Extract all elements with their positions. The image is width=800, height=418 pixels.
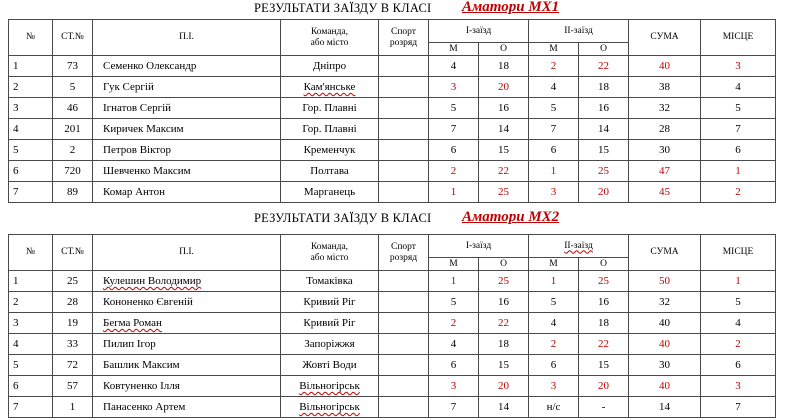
row-start-number: 72 [53, 355, 93, 376]
row-m2: 2 [529, 334, 579, 355]
row-sum: 40 [629, 313, 701, 334]
row-no: 5 [9, 355, 53, 376]
row-o2: 22 [579, 56, 629, 77]
row-name: Комар Антон [93, 182, 281, 203]
row-place: 7 [701, 119, 776, 140]
row-name: Петров Віктор [93, 140, 281, 161]
results-heading: РЕЗУЛЬТАТИ ЗАЇЗДУ В КЛАСІ [254, 1, 432, 15]
row-no: 3 [9, 313, 53, 334]
row-start-number: 57 [53, 376, 93, 397]
row-place: 1 [701, 161, 776, 182]
row-sport-rank [379, 292, 429, 313]
row-m1: 3 [429, 376, 479, 397]
row-place: 1 [701, 271, 776, 292]
header-race-1: І-заїзд [429, 235, 529, 258]
header-name: П.І. [93, 235, 281, 271]
row-o2: 25 [579, 161, 629, 182]
results-heading: РЕЗУЛЬТАТИ ЗАЇЗДУ В КЛАСІ [254, 211, 432, 225]
row-m2: 2 [529, 56, 579, 77]
header-o1: О [479, 43, 529, 56]
row-start-number: 46 [53, 98, 93, 119]
row-place: 5 [701, 292, 776, 313]
row-sum: 30 [629, 355, 701, 376]
row-m1: 1 [429, 271, 479, 292]
row-team: Жовті Води [281, 355, 379, 376]
row-m2: 6 [529, 140, 579, 161]
row-name-text: Кулешин Володимир [103, 275, 202, 287]
row-place: 2 [701, 334, 776, 355]
row-o2: 25 [579, 271, 629, 292]
row-name: Башлик Максим [93, 355, 281, 376]
row-sum: 40 [629, 334, 701, 355]
row-no: 4 [9, 334, 53, 355]
row-team: Марганець [281, 182, 379, 203]
row-sport-rank [379, 355, 429, 376]
row-sport-rank [379, 56, 429, 77]
row-o2: 20 [579, 182, 629, 203]
row-start-number: 2 [53, 140, 93, 161]
row-start-number: 19 [53, 313, 93, 334]
header-race-2-text: ІІ-заїзд [564, 240, 593, 251]
row-o2: - [579, 397, 629, 418]
table-row [9, 313, 776, 334]
row-name: Кононенко Євгеній [93, 292, 281, 313]
row-sport-rank [379, 119, 429, 140]
row-name-text: Бегма Роман [103, 317, 162, 329]
header-race-2 [529, 235, 629, 258]
row-place: 6 [701, 355, 776, 376]
row-place: 5 [701, 98, 776, 119]
row-o2: 18 [579, 77, 629, 98]
row-name [93, 271, 281, 292]
header-name: П.І. [93, 20, 281, 56]
row-no: 7 [9, 397, 53, 418]
row-o1: 14 [479, 119, 529, 140]
row-m2: 4 [529, 313, 579, 334]
row-m2: 1 [529, 161, 579, 182]
table-row [9, 182, 776, 203]
row-sum: 30 [629, 140, 701, 161]
row-m1: 2 [429, 161, 479, 182]
row-name [93, 313, 281, 334]
row-m2: 1 [529, 271, 579, 292]
row-no: 1 [9, 271, 53, 292]
row-team-text: Вільногірськ [299, 401, 360, 413]
row-team: Дніпро [281, 56, 379, 77]
row-sport-rank [379, 397, 429, 418]
row-team: Кременчук [281, 140, 379, 161]
row-team: Запоріжжя [281, 334, 379, 355]
row-o2: 18 [579, 313, 629, 334]
row-o1: 22 [479, 313, 529, 334]
header-o2: О [579, 258, 629, 271]
row-name: Пилип Ігор [93, 334, 281, 355]
header-no: № [9, 235, 53, 271]
row-team [281, 397, 379, 418]
row-place: 6 [701, 140, 776, 161]
header-sport-rank: Спорт розряд [379, 20, 429, 56]
row-o2: 22 [579, 334, 629, 355]
results-title-1 [0, 1, 800, 17]
header-start-number: СТ.№ [53, 235, 93, 271]
table-row [9, 161, 776, 182]
results-table-mx1 [8, 19, 776, 203]
table-row [9, 140, 776, 161]
row-no: 7 [9, 182, 53, 203]
row-sport-rank [379, 140, 429, 161]
row-o2: 14 [579, 119, 629, 140]
header-race-2: ІІ-заїзд [529, 20, 629, 43]
header-team: Команда, або місто [281, 235, 379, 271]
row-m1: 1 [429, 182, 479, 203]
row-team: Кривий Ріг [281, 313, 379, 334]
row-o2: 16 [579, 292, 629, 313]
header-m2: М [529, 43, 579, 56]
header-no: № [9, 20, 53, 56]
header-place: МІСЦЕ [701, 235, 776, 271]
row-place: 4 [701, 77, 776, 98]
row-sum: 38 [629, 77, 701, 98]
row-o2: 20 [579, 376, 629, 397]
row-team [281, 376, 379, 397]
header-m1: М [429, 258, 479, 271]
header-start-number: СТ.№ [53, 20, 93, 56]
row-o2: 15 [579, 140, 629, 161]
row-name: Шевченко Максим [93, 161, 281, 182]
header-team: Команда, або місто [281, 20, 379, 56]
row-sport-rank [379, 334, 429, 355]
row-m1: 7 [429, 119, 479, 140]
row-m1: 4 [429, 334, 479, 355]
class-name: Аматори МХ1 [462, 0, 560, 15]
row-name: Гук Сергій [93, 77, 281, 98]
row-m1: 3 [429, 77, 479, 98]
header-m2: М [529, 258, 579, 271]
row-no: 3 [9, 98, 53, 119]
row-sum: 14 [629, 397, 701, 418]
header-place: МІСЦЕ [701, 20, 776, 56]
row-team: Гор. Плавні [281, 98, 379, 119]
row-name: Ігнатов Сергій [93, 98, 281, 119]
header-o2: О [579, 43, 629, 56]
row-sum: 40 [629, 376, 701, 397]
row-team: Полтава [281, 161, 379, 182]
row-start-number: 89 [53, 182, 93, 203]
header-sport-rank: Спорт розряд [379, 235, 429, 271]
row-o1: 14 [479, 397, 529, 418]
row-sport-rank [379, 182, 429, 203]
row-sum: 45 [629, 182, 701, 203]
row-sport-rank [379, 77, 429, 98]
header-race-1: І-заїзд [429, 20, 529, 43]
row-no: 2 [9, 292, 53, 313]
row-o1: 18 [479, 334, 529, 355]
header-m1: М [429, 43, 479, 56]
class-name: Аматори МХ2 [462, 209, 560, 225]
table-row [9, 292, 776, 313]
row-sport-rank [379, 313, 429, 334]
table-row [9, 77, 776, 98]
row-name: Панасенко Артем [93, 397, 281, 418]
row-team-text: Кам'янське [303, 81, 356, 93]
row-o1: 18 [479, 56, 529, 77]
row-place: 4 [701, 313, 776, 334]
row-start-number: 1 [53, 397, 93, 418]
row-start-number: 5 [53, 77, 93, 98]
row-m1: 5 [429, 98, 479, 119]
row-place: 7 [701, 397, 776, 418]
row-m2: 3 [529, 182, 579, 203]
results-title-2 [0, 211, 800, 227]
row-o1: 25 [479, 271, 529, 292]
row-o1: 20 [479, 77, 529, 98]
row-o1: 15 [479, 140, 529, 161]
row-start-number: 73 [53, 56, 93, 77]
table-row [9, 119, 776, 140]
row-team: Кривий Ріг [281, 292, 379, 313]
row-sum: 32 [629, 98, 701, 119]
row-team [281, 77, 379, 98]
row-start-number: 201 [53, 119, 93, 140]
row-o1: 16 [479, 292, 529, 313]
row-place: 2 [701, 182, 776, 203]
row-name: Семенко Олександр [93, 56, 281, 77]
row-sport-rank [379, 376, 429, 397]
row-start-number: 33 [53, 334, 93, 355]
table-row [9, 98, 776, 119]
row-start-number: 720 [53, 161, 93, 182]
row-o1: 20 [479, 376, 529, 397]
row-m1: 6 [429, 355, 479, 376]
row-sport-rank [379, 161, 429, 182]
row-sport-rank [379, 98, 429, 119]
row-no: 2 [9, 77, 53, 98]
row-m2: 4 [529, 77, 579, 98]
row-no: 5 [9, 140, 53, 161]
row-m2: 6 [529, 355, 579, 376]
row-m2: 3 [529, 376, 579, 397]
row-no: 6 [9, 376, 53, 397]
row-name: Киричек Максим [93, 119, 281, 140]
row-m1: 4 [429, 56, 479, 77]
row-o1: 15 [479, 355, 529, 376]
row-m2: н/с [529, 397, 579, 418]
row-team: Томаківка [281, 271, 379, 292]
row-sum: 47 [629, 161, 701, 182]
row-sum: 50 [629, 271, 701, 292]
row-o1: 22 [479, 161, 529, 182]
results-table-mx2 [8, 234, 776, 418]
row-m2: 7 [529, 119, 579, 140]
table-row [9, 56, 776, 77]
row-place: 3 [701, 56, 776, 77]
row-m1: 6 [429, 140, 479, 161]
row-m2: 5 [529, 98, 579, 119]
row-sum: 32 [629, 292, 701, 313]
row-name: Ковтуненко Ілля [93, 376, 281, 397]
row-o2: 15 [579, 355, 629, 376]
row-m1: 7 [429, 397, 479, 418]
row-start-number: 25 [53, 271, 93, 292]
table-row [9, 376, 776, 397]
row-no: 6 [9, 161, 53, 182]
row-m1: 5 [429, 292, 479, 313]
row-no: 4 [9, 119, 53, 140]
row-sport-rank [379, 271, 429, 292]
row-o1: 16 [479, 98, 529, 119]
table-row [9, 355, 776, 376]
row-m2: 5 [529, 292, 579, 313]
row-place: 3 [701, 376, 776, 397]
table-row [9, 334, 776, 355]
header-o1: О [479, 258, 529, 271]
table-row [9, 397, 776, 418]
row-sum: 40 [629, 56, 701, 77]
row-team: Гор. Плавні [281, 119, 379, 140]
row-sum: 28 [629, 119, 701, 140]
table-row [9, 271, 776, 292]
row-o2: 16 [579, 98, 629, 119]
header-sum: СУМА [629, 20, 701, 56]
row-no: 1 [9, 56, 53, 77]
row-team-text: Вільногірськ [299, 380, 360, 392]
row-m1: 2 [429, 313, 479, 334]
header-sum: СУМА [629, 235, 701, 271]
row-o1: 25 [479, 182, 529, 203]
row-start-number: 28 [53, 292, 93, 313]
